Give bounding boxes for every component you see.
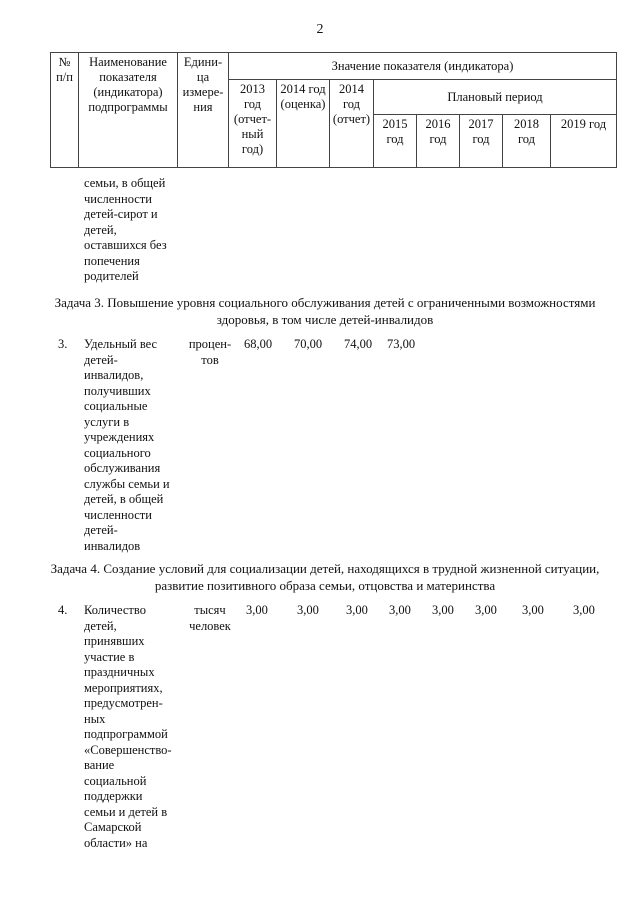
task-3-title: Задача 3. Повышение уровня социального обслуживания детей с ограниченными возможностями здоровья, в том числе детей-инвалидов <box>54 295 596 327</box>
row-4-value-2013: 3,00 <box>246 603 268 617</box>
indicator-table-header <box>50 52 617 168</box>
row-4-value-2014-estimate: 3,00 <box>297 603 319 617</box>
row-3-indicator-name: Удельный вес детей- инвалидов, получивших социальные услуги в учреждениях социального обслуживания службы семьи и детей, в общей численности детей- инвалидов <box>84 337 170 553</box>
header-year-2013: 2013 год (отчет-ный год) <box>229 80 277 168</box>
header-year-2014-estimate: 2014 год (оценка) <box>277 80 330 168</box>
row-3-value-2014-estimate: 70,00 <box>294 337 323 351</box>
header-year-2019: 2019 год <box>551 115 617 168</box>
header-year-2017: 2017 год <box>460 115 503 168</box>
row-4-value-2018: 3,00 <box>522 603 544 617</box>
row-4-value-2014-report: 3,00 <box>346 603 368 617</box>
header-year-2016: 2016 год <box>417 115 460 168</box>
page-number: 2 <box>316 22 324 37</box>
header-indicator-name: Наименование показателя (индикатора) подпрограммы <box>79 53 178 168</box>
row-4-value-2016: 3,00 <box>432 603 454 617</box>
header-plan-period: Плановый период <box>374 80 617 115</box>
row-4-value-2017: 3,00 <box>475 603 497 617</box>
row-3-value-2015: 73,00 <box>387 337 416 351</box>
row-3-unit: процен- тов <box>188 337 232 367</box>
continued-indicator-name: семьи, в общей численности детей-сирот и детей, оставшихся без попечения родителей <box>84 176 167 283</box>
row-4-value-2015: 3,00 <box>389 603 411 617</box>
row-4-value-2019: 3,00 <box>573 603 595 617</box>
header-year-2015: 2015 год <box>374 115 417 168</box>
header-year-2018: 2018 год <box>503 115 551 168</box>
task-4-title: Задача 4. Создание условий для социализации детей, находящихся в трудной жизненной ситуации, развитие позитивного образа семьи, отцовства и материнства <box>50 561 600 593</box>
row-4-number: 4. <box>58 603 68 617</box>
row-3-number: 3. <box>58 337 68 351</box>
header-unit: Едини-ца измере-ния <box>178 53 229 168</box>
row-4-indicator-name: Количество детей, принявших участие в праздничных мероприятиях, предусмотрен- ных подпрограммой «Совершенство- вание социальной поддержки семьи и детей в Самарской области» на <box>84 603 172 850</box>
header-num: № п/п <box>51 53 79 168</box>
row-3-value-2013: 68,00 <box>244 337 273 351</box>
header-year-2014-report: 2014 год (отчет) <box>330 80 374 168</box>
row-4-unit: тысяч человек <box>189 603 231 633</box>
row-3-value-2014-report: 74,00 <box>344 337 373 351</box>
header-value-group: Значение показателя (индикатора) <box>229 53 617 80</box>
